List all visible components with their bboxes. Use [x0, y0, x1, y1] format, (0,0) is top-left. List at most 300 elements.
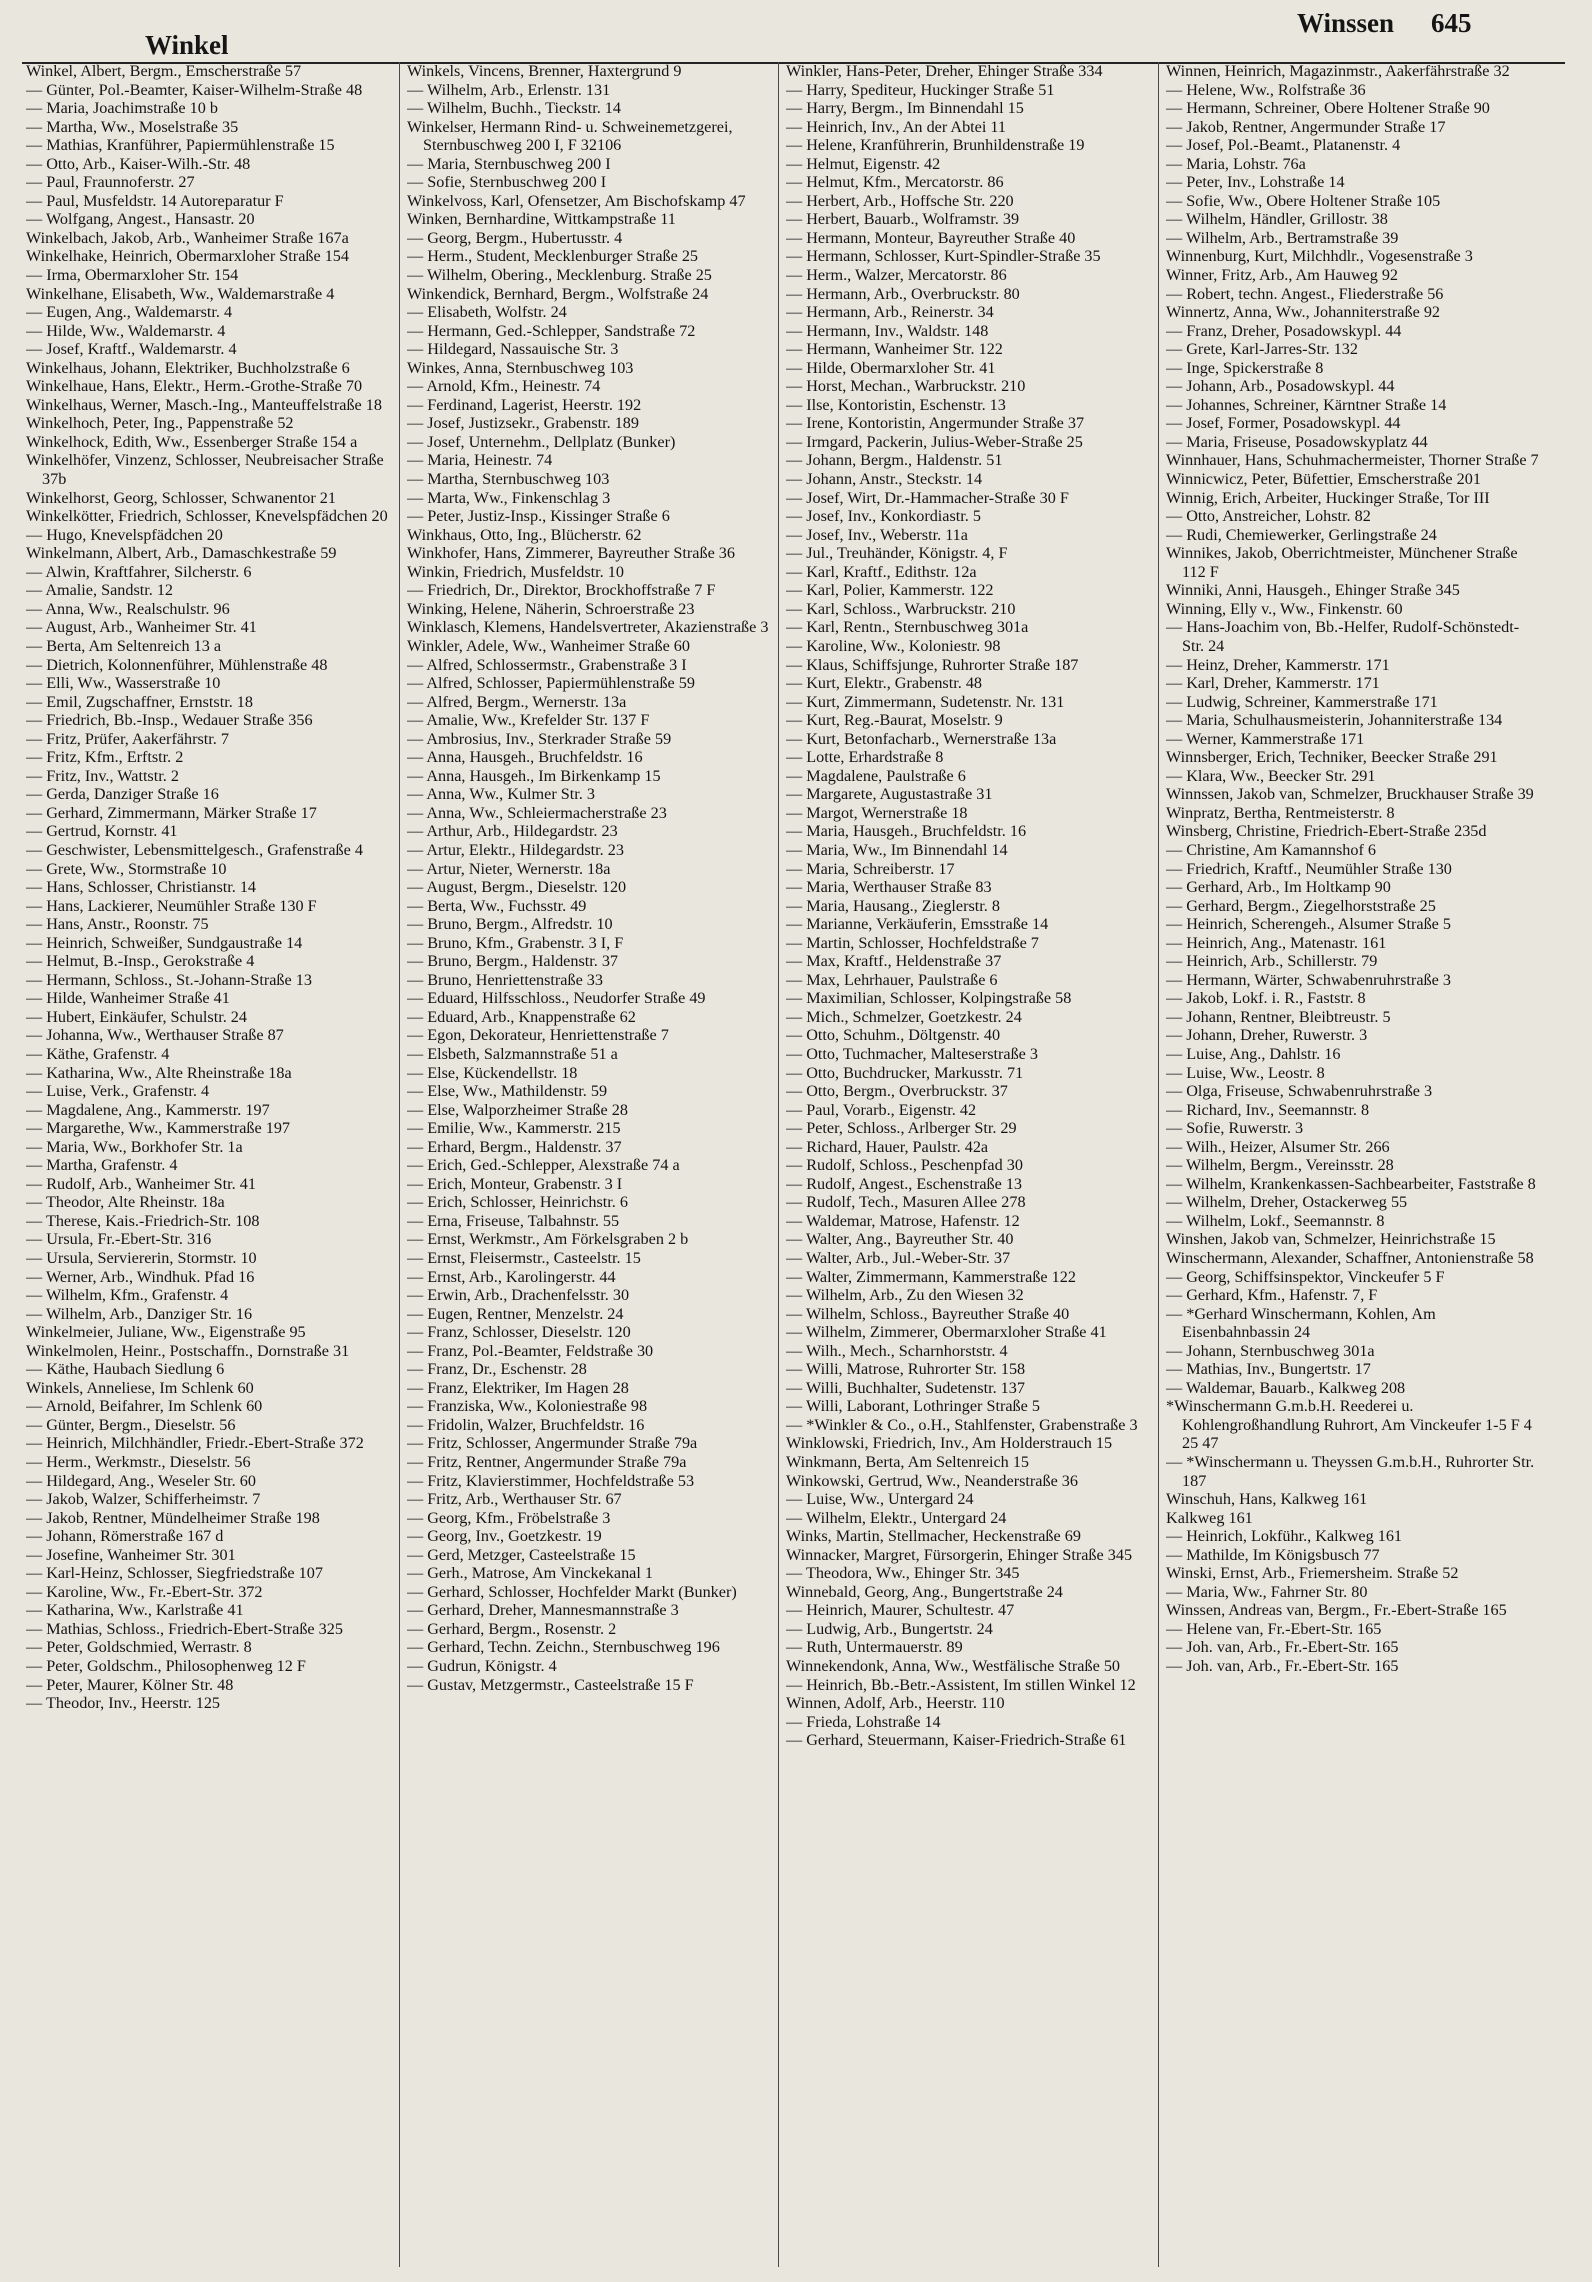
directory-entry: — Hermann, Ged.-Schlepper, Sandstraße 72 [407, 321, 696, 340]
directory-entry: — Otto, Tuchmacher, Malteserstraße 3 [786, 1044, 1039, 1063]
directory-entry: Winkel, Albert, Bergm., Emscherstraße 57 [26, 62, 302, 80]
directory-entry: — Walter, Ang., Bayreuther Str. 40 [786, 1230, 1014, 1249]
directory-entry: — Bruno, Henriettenstraße 33 [407, 970, 603, 989]
directory-entry: — Jul., Treuhänder, Königstr. 4, F [786, 544, 1008, 563]
directory-entry: Winnssen, Jakob van, Schmelzer, Bruckhauser Straße 39 [1166, 785, 1534, 804]
directory-entry: — Wilhelm, Dreher, Ostackerweg 55 [1166, 1193, 1408, 1212]
directory-entry: Winsberg, Christine, Friedrich-Ebert-Straße 235d [1166, 822, 1487, 841]
directory-entry: Winkels, Anneliese, Im Schlenk 60 [26, 1378, 254, 1397]
directory-entry: — Ernst, Arb., Karolingerstr. 44 [407, 1267, 616, 1286]
directory-entry: — Rudolf, Schloss., Peschenpfad 30 [786, 1156, 1023, 1175]
directory-entry: — Johann, Bergm., Haldenstr. 51 [786, 451, 1003, 470]
directory-entry: — Maria, Friseuse, Posadowskyplatz 44 [1166, 432, 1428, 451]
directory-entry: — Herm., Student, Mecklenburger Straße 25 [407, 247, 699, 266]
directory-entry: — Max, Kraftf., Heldenstraße 37 [786, 952, 1002, 971]
directory-entry: — Fritz, Rentner, Angermunder Straße 79a [407, 1453, 687, 1472]
directory-entry: — Maria, Hausang., Zieglerstr. 8 [786, 896, 1000, 915]
directory-entry: — Herm., Walzer, Mercatorstr. 86 [786, 266, 1007, 285]
directory-entry: — Helmut, B.-Insp., Gerokstraße 4 [26, 952, 255, 971]
directory-entry: — Johann, Anstr., Steckstr. 14 [786, 470, 983, 489]
directory-entry: — Karl, Kraftf., Edithstr. 12a [786, 562, 977, 581]
directory-entry: — Ilse, Kontoristin, Eschenstr. 13 [786, 395, 1006, 414]
directory-entry: — Otto, Bergm., Overbruckstr. 37 [786, 1082, 1008, 1101]
directory-entry: — Mathias, Inv., Bungertstr. 17 [1166, 1360, 1371, 1379]
directory-entry: — Margarethe, Ww., Kammerstraße 197 [26, 1119, 291, 1138]
directory-entry: — Erich, Schlosser, Heinrichstr. 6 [407, 1193, 628, 1212]
directory-entry: Winniki, Anni, Hausgeh., Ehinger Straße 345 [1166, 581, 1460, 600]
directory-entry: — Willi, Laborant, Lothringer Straße 5 [786, 1397, 1040, 1416]
directory-entry: — Berta, Am Seltenreich 13 a [26, 636, 222, 655]
directory-entry: — Martha, Grafenstr. 4 [26, 1156, 178, 1175]
directory-entry: — Gertrud, Kornstr. 41 [26, 822, 178, 841]
directory-entry: — Marta, Ww., Finkenschlag 3 [407, 488, 611, 507]
directory-entry: — Mich., Schmelzer, Goetzkestr. 24 [786, 1007, 1022, 1026]
directory-entry: — Josef, Pol.-Beamt., Platanenstr. 4 [1166, 136, 1401, 155]
directory-entry: — Robert, techn. Angest., Fliederstraße 56 [1166, 284, 1444, 303]
directory-entry: Winkelmeier, Juliane, Ww., Eigenstraße 95 [26, 1323, 306, 1342]
directory-entry: — Wilh., Mech., Scharnhorststr. 4 [786, 1341, 1008, 1360]
directory-entry: — Amalie, Sandstr. 12 [26, 581, 174, 600]
directory-entry: — Heinrich, Maurer, Schultestr. 47 [786, 1601, 1015, 1620]
directory-entry: — Jakob, Rentner, Mündelheimer Straße 198 [26, 1508, 320, 1527]
directory-entry: Winklowski, Friedrich, Inv., Am Holderstrauch 15 [786, 1434, 1113, 1453]
directory-entry: — Johann, Arb., Posadowskypl. 44 [1166, 377, 1395, 396]
directory-entry: — Grete, Ww., Stormstraße 10 [26, 859, 227, 878]
directory-entry: — Franz, Pol.-Beamter, Feldstraße 30 [407, 1341, 654, 1360]
directory-entry: Winnacker, Margret, Fürsorgerin, Ehinger Straße 345 [786, 1545, 1133, 1564]
directory-entry: Winnicwicz, Peter, Büfettier, Emscherstraße 201 [1166, 470, 1481, 489]
directory-entry: — Heinrich, Arb., Schillerstr. 79 [1166, 952, 1378, 971]
directory-entry: — Klara, Ww., Beecker Str. 291 [1166, 766, 1376, 785]
directory-entry: — Herm., Werkmstr., Dieselstr. 56 [26, 1453, 251, 1472]
directory-entry: — Anna, Hausgeh., Bruchfeldstr. 16 [407, 748, 643, 767]
directory-entry: — Artur, Elektr., Hildegardstr. 23 [407, 840, 624, 859]
directory-entry: — Helene, Kranführerin, Brunhildenstraße 19 [786, 136, 1085, 155]
directory-entry: — Martin, Schlosser, Hochfeldstraße 7 [786, 933, 1039, 952]
column-divider [1158, 62, 1159, 2267]
directory-entry: — Friedrich, Bb.-Insp., Wedauer Straße 356 [26, 711, 313, 730]
directory-entry: — Elsbeth, Salzmannstraße 51 a [407, 1044, 618, 1063]
directory-entry: — Gerhard, Arb., Im Holtkamp 90 [1166, 878, 1391, 897]
directory-entry: — Grete, Karl-Jarres-Str. 132 [1166, 340, 1358, 359]
directory-entry: — Ambrosius, Inv., Sterkrader Straße 59 [407, 729, 672, 748]
directory-entry: — Gerhard, Dreher, Mannesmannstraße 3 [407, 1601, 679, 1620]
directory-entry: — Gerhard, Steuermann, Kaiser-Friedrich-Straße 61 [786, 1731, 1127, 1750]
directory-entry: — Ursula, Serviererin, Stormstr. 10 [26, 1249, 257, 1267]
directory-entry: — Maria, Sternbuschweg 200 I [407, 154, 611, 173]
directory-entry: — Fritz, Inv., Wattstr. 2 [26, 766, 179, 785]
directory-entry: — Josef, Justizsekr., Grabenstr. 189 [407, 414, 639, 433]
directory-entry: — Hans, Anstr., Roonstr. 75 [26, 915, 209, 934]
directory-entry: — Erhard, Bergm., Haldenstr. 37 [407, 1137, 622, 1156]
directory-entry: Winnertz, Anna, Ww., Johanniterstraße 92 [1166, 303, 1441, 322]
directory-entry: — Karoline, Ww., Fr.-Ebert-Str. 372 [26, 1582, 263, 1601]
directory-entry: — Georg, Kfm., Fröbelstraße 3 [407, 1508, 611, 1527]
directory-entry: — Maria, Joachimstraße 10 b [26, 99, 218, 118]
directory-entry: — Hermann, Wanheimer Str. 122 [786, 340, 1003, 359]
directory-entry: — Arnold, Kfm., Heinestr. 74 [407, 377, 601, 396]
directory-entry: — Günter, Pol.-Beamter, Kaiser-Wilhelm-Straße 48 [26, 80, 363, 99]
directory-entry: — Dietrich, Kolonnenführer, Mühlenstraße 48 [26, 655, 328, 674]
directory-entry: — Helene, Ww., Rolfstraße 36 [1166, 80, 1366, 99]
directory-entry: — Theodora, Ww., Ehinger Str. 345 [786, 1564, 1020, 1583]
directory-entry: Winkelhöfer, Vinzenz, Schlosser, Neubreisacher Straße 37b [26, 451, 384, 489]
directory-entry: — Wilhelm, Arb., Zu den Wiesen 32 [786, 1286, 1024, 1305]
directory-entry: — Wilhelm, Bergm., Vereinsstr. 28 [1166, 1156, 1394, 1175]
directory-entry: — Hermann, Arb., Reinerstr. 34 [786, 303, 994, 322]
directory-entry: — Willi, Matrose, Ruhrorter Str. 158 [786, 1360, 1026, 1379]
directory-entry: — Horst, Mechan., Warbruckstr. 210 [786, 377, 1026, 396]
directory-entry: — Bruno, Kfm., Grabenstr. 3 I, F [407, 933, 624, 952]
directory-entry: — Luise, Ww., Leostr. 8 [1166, 1063, 1325, 1082]
directory-entry: — Rudi, Chemiewerker, Gerlingstraße 24 [1166, 525, 1437, 544]
directory-entry: — Otto, Schuhm., Döltgenstr. 40 [786, 1026, 1001, 1045]
directory-entry: Winkelhorst, Georg, Schlosser, Schwanentor 21 [26, 488, 336, 507]
directory-entry: Winssen, Andreas van, Bergm., Fr.-Ebert-Straße 165 [1166, 1601, 1507, 1620]
directory-entry: — Elli, Ww., Wasserstraße 10 [26, 674, 221, 693]
directory-entry: — Martha, Ww., Moselstraße 35 [26, 117, 239, 136]
directory-entry: — Käthe, Grafenstr. 4 [26, 1044, 170, 1063]
directory-entry: Winkelmann, Albert, Arb., Damaschkestraße 59 [26, 544, 337, 563]
directory-entry: — Werner, Kammerstraße 171 [1166, 729, 1365, 748]
directory-entry: — Ruth, Untermauerstr. 89 [786, 1638, 963, 1657]
directory-entry: — Peter, Justiz-Insp., Kissinger Straße 6 [407, 507, 670, 526]
directory-entry: — Olga, Friseuse, Schwabenruhrstraße 3 [1166, 1082, 1433, 1101]
directory-entry: Winnenburg, Kurt, Milchhdlr., Vogesenstraße 3 [1166, 247, 1473, 266]
directory-entry: — Johann, Sternbuschweg 301a [1166, 1341, 1375, 1360]
directory-entry: — Ludwig, Arb., Bungertstr. 24 [786, 1619, 993, 1638]
directory-entry: Winski, Ernst, Arb., Friemersheim. Straße 52 [1166, 1564, 1459, 1583]
directory-entry: — Magdalene, Paulstraße 6 [786, 766, 966, 785]
directory-entry: — Josef, Wirt, Dr.-Hammacher-Straße 30 F [786, 488, 1069, 507]
directory-entry: — Irmgard, Packerin, Julius-Weber-Straße 25 [786, 432, 1083, 451]
directory-entry: — Anna, Ww., Kulmer Str. 3 [407, 785, 595, 804]
directory-entry: — Karl-Heinz, Schlosser, Siegfriedstraße 107 [26, 1564, 323, 1583]
directory-entry: — Fritz, Prüfer, Aakerfährstr. 7 [26, 729, 229, 748]
directory-entry: — Heinz, Dreher, Kammerstr. 171 [1166, 655, 1390, 674]
directory-entry: — Maria, Hausgeh., Bruchfeldstr. 16 [786, 822, 1027, 841]
directory-entry: — Heinrich, Scherengeh., Alsumer Straße 5 [1166, 915, 1452, 934]
directory-entry: — Erna, Friseuse, Talbahnstr. 55 [407, 1211, 620, 1230]
directory-entry: — Otto, Arb., Kaiser-Wilh.-Str. 48 [26, 154, 251, 173]
directory-entry: — Peter, Maurer, Kölner Str. 48 [26, 1675, 234, 1694]
directory-entry: — Kurt, Betonfacharb., Wernerstraße 13a [786, 729, 1057, 748]
directory-entry: — Joh. van, Arb., Fr.-Ebert-Str. 165 [1166, 1638, 1399, 1657]
directory-entry: — Irene, Kontoristin, Angermunder Straße 37 [786, 414, 1085, 433]
directory-entry: — Maria, Schulhausmeisterin, Johanniterstraße 134 [1166, 711, 1503, 730]
directory-entry: — Walter, Zimmermann, Kammerstraße 122 [786, 1267, 1076, 1286]
directory-entry: — Ludwig, Schreiner, Kammerstraße 171 [1166, 692, 1438, 711]
directory-entry: Winnsberger, Erich, Techniker, Beecker Straße 291 [1166, 748, 1498, 767]
directory-entry: — Maria, Heinestr. 74 [407, 451, 553, 470]
directory-entry: — Eugen, Ang., Waldemarstr. 4 [26, 303, 233, 322]
directory-entry: — Käthe, Haubach Siedlung 6 [26, 1360, 225, 1379]
directory-entry: — Klaus, Schiffsjunge, Ruhrorter Straße 187 [786, 655, 1079, 674]
directory-entry: — Artur, Nieter, Wernerstr. 18a [407, 859, 611, 878]
directory-entry: — Paul, Fraunnoferstr. 27 [26, 173, 195, 192]
directory-entry: — Martha, Sternbuschweg 103 [407, 470, 610, 489]
directory-entry: — Heinrich, Bb.-Betr.-Assistent, Im stillen Winkel 12 [786, 1675, 1136, 1694]
directory-entry: — Wolfgang, Angest., Hansastr. 20 [26, 210, 255, 229]
directory-entry: Winkelser, Hermann Rind- u. Schweinemetzgerei, Sternbuschweg 200 I, F 32106 [407, 117, 733, 155]
directory-entry: Winkelvoss, Karl, Ofensetzer, Am Bischofskamp 47 [407, 191, 746, 210]
directory-entry: — Geschwister, Lebensmittelgesch., Grafenstraße 4 [26, 840, 363, 859]
directory-entry: — Johannes, Schreiner, Kärntner Straße 14 [1166, 395, 1447, 414]
directory-entry: — Josef, Kraftf., Waldemarstr. 4 [26, 340, 237, 359]
directory-entry: — Wilhelm, Buchh., Tieckstr. 14 [407, 99, 621, 118]
directory-entry: — Frieda, Lohstraße 14 [786, 1712, 941, 1731]
directory-entry: — Karoline, Ww., Koloniestr. 98 [786, 636, 1001, 655]
directory-entry: Winkin, Friedrich, Musfeldstr. 10 [407, 562, 624, 581]
directory-entry: — Heinrich, Ang., Matenastr. 161 [1166, 933, 1387, 952]
directory-entry: Winnikes, Jakob, Oberrichtmeister, Münchener Straße 112 F [1166, 544, 1518, 581]
directory-entry: — Joh. van, Arb., Fr.-Ebert-Str. 165 [1166, 1657, 1399, 1676]
directory-entry: — Gerda, Danziger Straße 16 [26, 785, 219, 804]
directory-entry: — Emilie, Ww., Kammerstr. 215 [407, 1119, 621, 1138]
directory-entry: — Josef, Inv., Konkordiastr. 5 [786, 507, 981, 526]
directory-entry: Winking, Helene, Näherin, Schroerstraße 23 [407, 599, 695, 618]
directory-entry: — Willi, Buchhalter, Sudetenstr. 137 [786, 1378, 1025, 1397]
directory-entry: — Wilhelm, Zimmerer, Obermarxloher Straße 41 [786, 1323, 1107, 1342]
directory-entry: Winkelhoch, Peter, Ing., Pappenstraße 52 [26, 414, 294, 433]
directory-entry: — Luise, Verk., Grafenstr. 4 [26, 1082, 210, 1101]
directory-entry: — Erich, Ged.-Schlepper, Alexstraße 74 a [407, 1156, 680, 1175]
directory-entry: — Georg, Schiffsinspektor, Vinckeufer 5 F [1166, 1267, 1445, 1286]
directory-entry: — Arnold, Beifahrer, Im Schlenk 60 [26, 1397, 263, 1416]
directory-entry: — Emil, Zugschaffner, Ernststr. 18 [26, 692, 253, 711]
column-divider [399, 62, 400, 2267]
directory-entry: — Peter, Inv., Lohstraße 14 [1166, 173, 1345, 192]
directory-entry: — *Winschermann u. Theyssen G.m.b.H., Ruhrorter Str. 187 [1166, 1453, 1535, 1490]
directory-entry: — Gerhard, Schlosser, Hochfelder Markt (Bunker) [407, 1582, 737, 1601]
directory-entry: — Alfred, Schlosser, Papiermühlenstraße 59 [407, 674, 695, 693]
directory-entry: — Otto, Buchdrucker, Markusstr. 71 [786, 1063, 1024, 1082]
column-1 [26, 62, 401, 2270]
directory-entry: — Rudolf, Angest., Eschenstraße 13 [786, 1174, 1023, 1193]
directory-entry: — Hermann, Schreiner, Obere Holtener Straße 90 [1166, 99, 1490, 118]
directory-entry: — Hermann, Wärter, Schwabenruhrstraße 3 [1166, 970, 1451, 989]
directory-entry: — Helene van, Fr.-Ebert-Str. 165 [1166, 1619, 1382, 1638]
directory-entry: — Kurt, Zimmermann, Sudetenstr. Nr. 131 [786, 692, 1065, 711]
directory-entry: — Hubert, Einkäufer, Schulstr. 24 [26, 1007, 247, 1026]
directory-entry: — *Gerhard Winschermann, Kohlen, Am Eisenbahnbassin 24 [1166, 1304, 1436, 1342]
directory-entry: — Waldemar, Bauarb., Kalkweg 208 [1166, 1378, 1406, 1397]
directory-entry: — Johann, Römerstraße 167 d [26, 1527, 224, 1546]
directory-entry: — Franz, Schlosser, Dieselstr. 120 [407, 1323, 631, 1342]
directory-entry: — Wilhelm, Lokf., Seemannstr. 8 [1166, 1211, 1385, 1230]
directory-entry: — Max, Lehrhauer, Paulstraße 6 [786, 970, 998, 989]
directory-entry: — Karl, Schloss., Warbruckstr. 210 [786, 599, 1016, 618]
directory-entry: Winkler, Adele, Ww., Wanheimer Straße 60 [407, 636, 690, 655]
directory-entry: — Mathias, Schloss., Friedrich-Ebert-Straße 325 [26, 1619, 343, 1638]
directory-entry: — Hilde, Ww., Waldemarstr. 4 [26, 321, 226, 340]
directory-entry: — Karl, Dreher, Kammerstr. 171 [1166, 674, 1380, 693]
running-head-left: Winkel [145, 30, 229, 60]
directory-entry: — Otto, Anstreicher, Lohstr. 82 [1166, 507, 1371, 526]
directory-entry: — Hans, Schlosser, Christianstr. 14 [26, 878, 257, 897]
directory-entry: — Luise, Ang., Dahlstr. 16 [1166, 1044, 1341, 1063]
directory-entry: — Jakob, Lokf. i. R., Faststr. 8 [1166, 989, 1366, 1008]
directory-entry: Winkelhake, Heinrich, Obermarxloher Straße 154 [26, 247, 349, 266]
directory-entry: — Helmut, Kfm., Mercatorstr. 86 [786, 173, 1004, 192]
directory-entry: — Bruno, Bergm., Haldenstr. 37 [407, 952, 619, 971]
directory-entry: — Gerhard, Bergm., Ziegelhorststraße 25 [1166, 896, 1436, 915]
directory-entry: — August, Bergm., Dieselstr. 120 [407, 878, 627, 897]
directory-entry: — August, Arb., Wanheimer Str. 41 [26, 618, 257, 637]
directory-entry: — Christine, Am Kamannshof 6 [1166, 840, 1376, 859]
directory-entry: — Berta, Ww., Fuchsstr. 49 [407, 896, 587, 915]
directory-entry: — Gerhard, Kfm., Hafenstr. 7, F [1166, 1286, 1378, 1305]
directory-entry: — Luise, Ww., Untergard 24 [786, 1490, 974, 1509]
directory-entry: Winner, Fritz, Arb., Am Hauweg 92 [1166, 266, 1399, 285]
directory-entry: — Amalie, Ww., Krefelder Str. 137 F [407, 711, 650, 730]
directory-entry: — Katharina, Ww., Karlstraße 41 [26, 1601, 244, 1620]
directory-entry: — Herbert, Bauarb., Wolframstr. 39 [786, 210, 1020, 229]
directory-entry: — Friedrich, Kraftf., Neumühler Straße 130 [1166, 859, 1452, 878]
directory-entry: Winkelhock, Edith, Ww., Essenberger Straße 154 a [26, 432, 358, 451]
directory-entry: — Hilde, Obermarxloher Str. 41 [786, 358, 996, 377]
directory-entry: — Fridolin, Walzer, Bruchfeldstr. 16 [407, 1415, 645, 1434]
directory-entry: — Bruno, Bergm., Alfredstr. 10 [407, 915, 613, 934]
directory-entry: — Peter, Schloss., Arlberger Str. 29 [786, 1119, 1017, 1138]
directory-entry: — Franziska, Ww., Koloniestraße 98 [407, 1397, 648, 1416]
directory-entry: — Harry, Bergm., Im Binnendahl 15 [786, 99, 1024, 118]
directory-entry: — Theodor, Alte Rheinstr. 18a [26, 1193, 225, 1212]
directory-entry: — Erich, Monteur, Grabenstr. 3 I [407, 1174, 623, 1193]
directory-entry: — Kurt, Elektr., Grabenstr. 48 [786, 674, 983, 693]
directory-entry: — Else, Ww., Mathildenstr. 59 [407, 1082, 608, 1101]
directory-entry: — Gerd, Metzger, Casteelstraße 15 [407, 1545, 636, 1564]
page-number: 645 [1431, 8, 1472, 38]
directory-entry: Winkmann, Berta, Am Seltenreich 15 [786, 1453, 1030, 1472]
directory-entry: — Elisabeth, Wolfstr. 24 [407, 303, 567, 322]
directory-entry: — Egon, Dekorateur, Henriettenstraße 7 [407, 1026, 669, 1045]
directory-entry: — Wilh., Heizer, Alsumer Str. 266 [1166, 1137, 1390, 1156]
directory-entry: Winkler, Hans-Peter, Dreher, Ehinger Straße 334 [786, 62, 1103, 80]
directory-entry: — Wilhelm, Arb., Danziger Str. 16 [26, 1304, 253, 1323]
directory-entry: — Margarete, Augustastraße 31 [786, 785, 993, 804]
directory-entry: — Katharina, Ww., Alte Rheinstraße 18a [26, 1063, 292, 1082]
directory-entry: — Hildegard, Ang., Weseler Str. 60 [26, 1471, 256, 1490]
directory-entry: — Maximilian, Schlosser, Kolpingstraße 58 [786, 989, 1072, 1008]
directory-entry: — Franz, Dr., Eschenstr. 28 [407, 1360, 587, 1379]
directory-entry: Winkelbach, Jakob, Arb., Wanheimer Straße 167a [26, 228, 349, 247]
directory-entry: Winkelhaue, Hans, Elektr., Herm.-Grothe-Straße 70 [26, 377, 363, 396]
directory-entry: Winnebald, Georg, Ang., Bungertstraße 24 [786, 1582, 1063, 1601]
directory-entry: — Karl, Polier, Kammerstr. 122 [786, 581, 994, 600]
directory-entry: Winklasch, Klemens, Handelsvertreter, Akazienstraße 3 [407, 618, 769, 637]
directory-entry: — Eduard, Arb., Knappenstraße 62 [407, 1007, 636, 1026]
directory-entry: Winks, Martin, Stellmacher, Heckenstraße 69 [786, 1527, 1081, 1546]
directory-entry: — Alfred, Bergm., Wernerstr. 13a [407, 692, 627, 711]
directory-entry: — Franz, Dreher, Posadowskypl. 44 [1166, 321, 1402, 340]
directory-entry: — Wilhelm, Krankenkassen-Sachbearbeiter, Faststraße 8 [1166, 1174, 1536, 1193]
directory-entry: Kalkweg 161 [1166, 1508, 1253, 1527]
directory-entry: — Hildegard, Nassauische Str. 3 [407, 340, 619, 359]
directory-entry: — Günter, Bergm., Dieselstr. 56 [26, 1415, 236, 1434]
directory-entry: — Herbert, Arb., Hoffsche Str. 220 [786, 191, 1014, 210]
directory-entry: — Wilhelm, Obering., Mecklenburg. Straße 25 [407, 266, 712, 285]
directory-entry: Winshen, Jakob van, Schmelzer, Heinrichstraße 15 [1166, 1230, 1496, 1249]
directory-entry: — Hermann, Arb., Overbruckstr. 80 [786, 284, 1020, 303]
directory-entry: — Sofie, Sternbuschweg 200 I [407, 173, 607, 192]
directory-entry: — Maria, Werthauser Straße 83 [786, 878, 992, 897]
directory-entry: — Hermann, Schlosser, Kurt-Spindler-Straße 35 [786, 247, 1101, 266]
directory-entry: — Karl, Rentn., Sternbuschweg 301a [786, 618, 1029, 637]
directory-entry: — Gudrun, Königstr. 4 [407, 1657, 557, 1676]
directory-entry: — Johanna, Ww., Werthauser Straße 87 [26, 1026, 284, 1045]
directory-entry: Winkelmolen, Heinr., Postschaffn., Dornstraße 31 [26, 1341, 350, 1360]
directory-entry: Winnen, Adolf, Arb., Heerstr. 110 [786, 1694, 1005, 1713]
directory-entry: — Ernst, Werkmstr., Am Förkelsgraben 2 b [407, 1230, 689, 1249]
directory-entry: Winken, Bernhardine, Wittkampstraße 11 [407, 210, 676, 229]
directory-entry: — Hans, Lackierer, Neumühler Straße 130 F [26, 896, 317, 915]
directory-entry: — Helmut, Eigenstr. 42 [786, 154, 941, 173]
directory-entry: Winkelkötter, Friedrich, Schlosser, Knevelspfädchen 20 [26, 507, 388, 526]
directory-entry: — Jakob, Walzer, Schifferheimstr. 7 [26, 1490, 261, 1509]
directory-entry: Winnig, Erich, Arbeiter, Huckinger Straße, Tor III [1166, 488, 1490, 507]
directory-entry: — Arthur, Arb., Hildegardstr. 23 [407, 822, 618, 841]
directory-entry: — Peter, Goldschm., Philosophenweg 12 F [26, 1657, 306, 1676]
directory-entry: — Therese, Kais.-Friedrich-Str. 108 [26, 1211, 260, 1230]
directory-entry: — Sofie, Ww., Obere Holtener Straße 105 [1166, 191, 1441, 210]
directory-entry: — *Winkler & Co., o.H., Stahlfenster, Grabenstraße 3 [786, 1415, 1138, 1434]
directory-entry: — Friedrich, Dr., Direktor, Brockhoffstraße 7 F [407, 581, 716, 600]
directory-entry: — Lotte, Erhardstraße 8 [786, 748, 944, 767]
directory-entry: Winkelhaus, Johann, Elektriker, Buchholzstraße 6 [26, 358, 350, 377]
directory-entry: — Theodor, Inv., Heerstr. 125 [26, 1694, 221, 1713]
directory-entry: — Wilhelm, Händler, Grillostr. 38 [1166, 210, 1388, 229]
directory-entry: — Georg, Inv., Goetzkestr. 19 [407, 1527, 602, 1546]
directory-entry: — Maria, Lohstr. 76a [1166, 154, 1306, 173]
directory-entry: — Mathilde, Im Königsbusch 77 [1166, 1545, 1380, 1564]
directory-entry: — Fritz, Schlosser, Angermunder Straße 79a [407, 1434, 698, 1453]
directory-entry: — Rudolf, Arb., Wanheimer Str. 41 [26, 1174, 256, 1193]
directory-entry: — Heinrich, Lokführ., Kalkweg 161 [1166, 1527, 1403, 1546]
column-3 [786, 62, 1161, 2270]
column-2 [407, 62, 782, 2270]
directory-entry: *Winschermann G.m.b.H. Reederei u. Kohlengroßhandlung Ruhrort, Am Vinckeufer 1-5 F 4 25 47 [1166, 1397, 1532, 1453]
directory-entry: Winning, Elly v., Ww., Finkenstr. 60 [1166, 599, 1403, 618]
directory-entry: Winnen, Heinrich, Magazinmstr., Aakerfährstraße 32 [1166, 62, 1510, 80]
directory-entry: — Heinrich, Schweißer, Sundgaustraße 14 [26, 933, 303, 952]
directory-entry: — Sofie, Ruwerstr. 3 [1166, 1119, 1304, 1138]
directory-entry: — Richard, Inv., Seemannstr. 8 [1166, 1100, 1370, 1119]
directory-entry: — Werner, Arb., Windhuk. Pfad 16 [26, 1267, 255, 1286]
directory-entry: — Josef, Inv., Weberstr. 11a [786, 525, 968, 544]
directory-entry: — Alwin, Kraftfahrer, Silcherstr. 6 [26, 562, 252, 581]
directory-entry: — Paul, Musfeldstr. 14 Autoreparatur F [26, 191, 284, 210]
directory-entry: — Wilhelm, Arb., Bertramstraße 39 [1166, 228, 1399, 247]
directory-entry: — Josefine, Wanheimer Str. 301 [26, 1545, 236, 1564]
directory-entry: — Hermann, Schloss., St.-Johann-Straße 13 [26, 970, 312, 989]
directory-entry: — Kurt, Reg.-Baurat, Moselstr. 9 [786, 711, 1003, 730]
directory-entry: Winnhauer, Hans, Schuhmachermeister, Thorner Straße 7 [1166, 451, 1539, 470]
directory-entry: — Erwin, Arb., Drachenfelsstr. 30 [407, 1286, 630, 1305]
directory-entry: — Heinrich, Inv., An der Abtei 11 [786, 117, 1006, 136]
directory-entry: — Fritz, Arb., Werthauser Str. 67 [407, 1490, 622, 1509]
directory-entry: Winpratz, Bertha, Rentmeisterstr. 8 [1166, 803, 1395, 822]
directory-entry: — Wilhelm, Schloss., Bayreuther Straße 40 [786, 1304, 1070, 1323]
directory-entry: — Maria, Ww., Fahrner Str. 80 [1166, 1582, 1368, 1601]
directory-entry: — Heinrich, Milchhändler, Friedr.-Ebert-Straße 372 [26, 1434, 364, 1453]
directory-entry: — Eduard, Hilfsschloss., Neudorfer Straße 49 [407, 989, 706, 1008]
directory-entry: — Magdalene, Ang., Kammerstr. 197 [26, 1100, 270, 1119]
directory-entry: — Inge, Spickerstraße 8 [1166, 358, 1324, 377]
directory-entry: Winkendick, Bernhard, Bergm., Wolfstraße 24 [407, 284, 709, 303]
directory-entry: — Hans-Joachim von, Bb.-Helfer, Rudolf-Schönstedt-Str. 24 [1166, 618, 1520, 655]
directory-entry: — Maria, Ww., Borkhofer Str. 1a [26, 1137, 243, 1156]
